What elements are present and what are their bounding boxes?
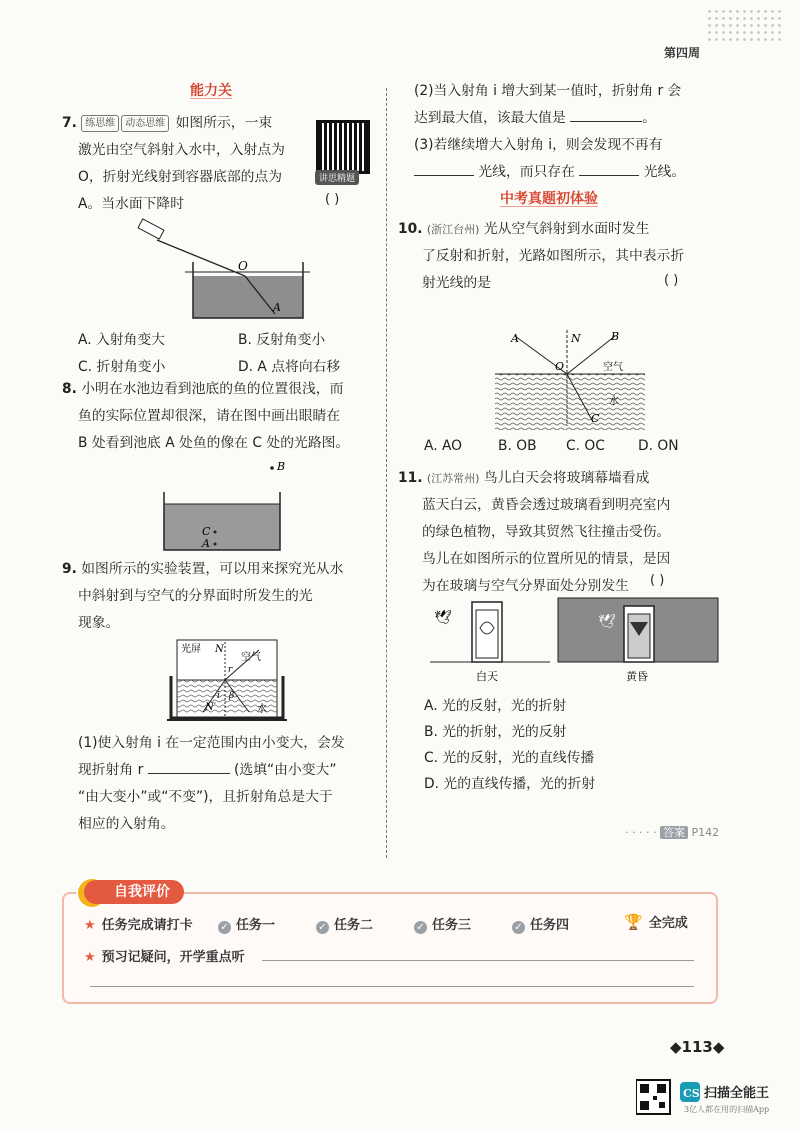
trophy-icon: 🏆 <box>624 913 643 931</box>
q11-label-dusk: 黄昏 <box>626 670 648 683</box>
q10-label-B: B <box>611 330 620 343</box>
q10-body <box>422 243 722 297</box>
task-check-1[interactable] <box>218 914 275 934</box>
q11-text-line2: 蓝天白云，黄昏会透过玻璃看到明亮室内 <box>422 497 671 513</box>
self-evaluation-title: 自我评价 <box>84 880 184 904</box>
complete-label: 全完成 <box>648 916 688 931</box>
q11-option-b[interactable]: B. 光的折射，光的反射 <box>424 724 567 740</box>
star-icon: ★ <box>84 950 96 965</box>
q7-water <box>193 276 303 318</box>
q10-text-line3: 射光线的是 <box>422 275 491 291</box>
q8-number: 8. <box>62 381 77 397</box>
q11-bird-dusk-icon: 🕊 <box>598 614 616 630</box>
column-divider <box>386 88 387 858</box>
section-title-zhongkao: 中考真题初体验 <box>500 191 598 207</box>
q9-label-N: N <box>215 644 224 655</box>
qr-code-icon[interactable] <box>316 120 370 174</box>
q8-pool-water <box>164 504 280 550</box>
q7-option-b[interactable]: B. 反射角变小 <box>238 332 326 348</box>
q10-text-line2: 了反射和折射，光路如图所示，其中表示折 <box>422 248 685 264</box>
qr-label: 讲思精题 <box>315 170 359 185</box>
section-title-ability: 能力关 <box>190 83 232 99</box>
q8-body <box>78 403 384 457</box>
q10-label-C: C <box>591 412 600 425</box>
q11-label-day: 白天 <box>476 670 498 683</box>
q10-source: (浙江台州) <box>426 223 480 236</box>
q7-option-c[interactable]: C. 折射角变小 <box>78 359 166 375</box>
q10-option-a[interactable]: A. AO <box>424 438 463 454</box>
question-10 <box>398 216 718 243</box>
q9-sub1 <box>78 730 384 838</box>
q7-figure <box>135 218 315 323</box>
q11-text-line4: 鸟儿在如图所示的位置所见的情景，是因 <box>422 551 671 567</box>
task-check-3[interactable] <box>414 914 471 934</box>
eval-row-tasks <box>84 914 193 933</box>
q10-water <box>495 374 645 430</box>
q11-text-line3: 的绿色植物，导致其贸然飞往撞击受伤。 <box>422 524 671 540</box>
q9-sub3-line2b: 光线。 <box>643 164 686 180</box>
q7-text-line2: 激光由空气斜射入水中，入射点为 <box>78 142 285 158</box>
q10-label-A: A <box>511 332 519 345</box>
q9-label-screen: 光屏 <box>181 644 201 655</box>
q9-label-N2: N′ <box>205 702 217 713</box>
q9-sub1-line1: (1)使入射角 i 在一定范围内由小变大，会发 <box>78 735 345 751</box>
q9-figure <box>165 638 295 724</box>
task-check-2[interactable] <box>316 914 373 934</box>
q7-label-A: A <box>273 301 281 314</box>
q7-text-line1: 如图所示，一束 <box>175 115 273 131</box>
q10-label-air: 空气 <box>603 362 623 373</box>
q8-text-line3: B 处看到池底 A 处鱼的像在 C 处的光路图。 <box>78 435 350 451</box>
q8-label-B: B <box>277 460 286 473</box>
page-number-value: 113 <box>681 1038 713 1056</box>
eval-row1-label: 任务完成请打卡 <box>101 918 193 933</box>
answer-label: 答案 <box>660 826 688 839</box>
q9-sub1-line4: 相应的入射角。 <box>78 816 175 832</box>
q8-figure[interactable] <box>160 456 290 552</box>
check-icon: ✓ <box>316 921 329 934</box>
scanner-brand: 扫描全能王 <box>704 1086 770 1101</box>
q8-label-A: A <box>202 537 210 550</box>
q9-sub1-blank[interactable] <box>148 759 230 774</box>
q7-text-line4: A。当水面下降时 <box>78 196 185 212</box>
question-7 <box>62 110 322 137</box>
q10-label-O: O <box>555 360 565 373</box>
q11-number: 11. <box>398 470 423 486</box>
page-number: ◆113◆ <box>670 1038 725 1056</box>
q7-incident-ray <box>157 240 245 276</box>
q11-bird-day-icon: 🕊 <box>434 610 452 626</box>
task-1-label: 任务一 <box>236 918 276 933</box>
notes-line-2[interactable] <box>90 986 694 987</box>
q7-tag-dynamic: 动态思维 <box>121 115 169 132</box>
q10-label-water: 水 <box>609 396 619 407</box>
q11-answer-bracket[interactable]: ( ) <box>650 573 665 588</box>
q10-option-b[interactable]: B. OB <box>498 438 537 454</box>
q9-sub2-line2a: 达到最大值，该最大值是 <box>414 110 566 126</box>
q11-option-d[interactable]: D. 光的直线传播，光的折射 <box>424 776 596 792</box>
q9-sub1-line2a: 现折射角 r <box>78 762 144 778</box>
q9-sub2-line2b: 。 <box>642 110 656 126</box>
q11-text-line5: 为在玻璃与空气分界面处分别发生 <box>422 578 629 594</box>
q7-option-d[interactable]: D. A 点将向右移 <box>238 359 341 375</box>
answer-page: P142 <box>691 826 720 839</box>
check-icon: ✓ <box>512 921 525 934</box>
q9-sub1-line3: “由大变小”或“不变”)，且折射角总是大于 <box>78 789 333 805</box>
q9-label-air: 空气 <box>241 652 261 663</box>
cs-logo-text: CS <box>683 1087 700 1100</box>
q9-number: 9. <box>62 561 77 577</box>
task-complete[interactable] <box>624 912 688 931</box>
q9-sub3-line2a: 光线，而只存在 <box>478 164 575 180</box>
q9-text-line2: 中斜射到与空气的分界面时所发生的光 <box>78 588 313 604</box>
notes-line-1[interactable] <box>262 960 694 961</box>
answer-reference: · · · · · 答案 P142 <box>625 826 720 839</box>
q8-text-line2: 鱼的实际位置却很深，请在图中画出眼睛在 <box>78 408 341 424</box>
q7-tag-practice: 练思维 <box>81 115 119 132</box>
q11-option-a[interactable]: A. 光的反射，光的折射 <box>424 698 567 714</box>
question-8 <box>62 376 384 403</box>
scanner-tagline: 3亿人都在用的扫描App <box>684 1105 770 1114</box>
q9-label-beta: β <box>229 691 235 701</box>
q8-text-line1: 小明在水池边看到池底的鱼的位置很浅，而 <box>81 381 344 397</box>
q10-option-d[interactable]: D. ON <box>638 438 679 454</box>
q10-number: 10. <box>398 221 423 237</box>
check-icon: ✓ <box>218 921 231 934</box>
week-label: 第四周 <box>664 46 701 60</box>
q9-sub2-line1: (2)当入射角 i 增大到某一值时，折射角 r 会 <box>414 83 682 99</box>
q7-answer-bracket[interactable]: ( ) <box>325 192 340 207</box>
q11-body <box>422 492 722 600</box>
q7-option-a[interactable]: A. 入射角变大 <box>78 332 165 348</box>
q9-sub3-blank2[interactable] <box>579 161 639 176</box>
q7-label-O: O <box>238 259 248 273</box>
q9-sub1-line2b: (选填“由小变大” <box>234 762 337 778</box>
task-check-4[interactable] <box>512 914 569 934</box>
eval-row-questions <box>84 946 245 965</box>
q8-label-C: C <box>202 525 211 538</box>
check-icon: ✓ <box>414 921 427 934</box>
scanner-watermark <box>636 1078 786 1118</box>
q11-source: (江苏常州) <box>426 472 480 485</box>
q9-label-i: i <box>217 691 220 701</box>
question-9 <box>62 556 384 583</box>
q11-figure <box>430 596 720 684</box>
decorative-dots <box>706 8 784 42</box>
q9-text-line3: 现象。 <box>78 615 120 631</box>
q9-sub3-blank1[interactable] <box>414 161 474 176</box>
eval-row2-label: 预习记疑问，开学重点听 <box>101 950 245 965</box>
q10-answer-bracket[interactable]: ( ) <box>664 273 679 288</box>
task-4-label: 任务四 <box>530 918 570 933</box>
q9-label-r: r <box>228 665 233 675</box>
q9-sub2 <box>414 78 714 186</box>
q7-laser <box>138 219 164 239</box>
q9-sub2-blank[interactable] <box>570 107 642 122</box>
q11-option-c[interactable]: C. 光的反射，光的直线传播 <box>424 750 595 766</box>
question-11 <box>398 465 718 492</box>
task-2-label: 任务二 <box>334 918 374 933</box>
q10-text-line1: 光从空气斜射到水面时发生 <box>483 221 650 237</box>
q9-text-line1: 如图所示的实验装置，可以用来探究光从水 <box>81 561 344 577</box>
q7-number: 7. <box>62 115 77 131</box>
q10-label-N: N <box>571 332 581 345</box>
task-3-label: 任务三 <box>432 918 472 933</box>
star-icon: ★ <box>84 918 96 933</box>
q11-text-line1: 鸟儿白天会将玻璃幕墙看成 <box>483 470 650 486</box>
q9-label-water: 水 <box>257 704 267 715</box>
q9-body <box>78 583 384 637</box>
q10-figure <box>495 326 645 431</box>
q10-option-c[interactable]: C. OC <box>566 438 605 454</box>
q7-text-line3: O，折射光线射到容器底部的点为 <box>78 169 283 185</box>
q9-sub3-line1: (3)若继续增大入射角 i，则会发现不再有 <box>414 137 663 153</box>
